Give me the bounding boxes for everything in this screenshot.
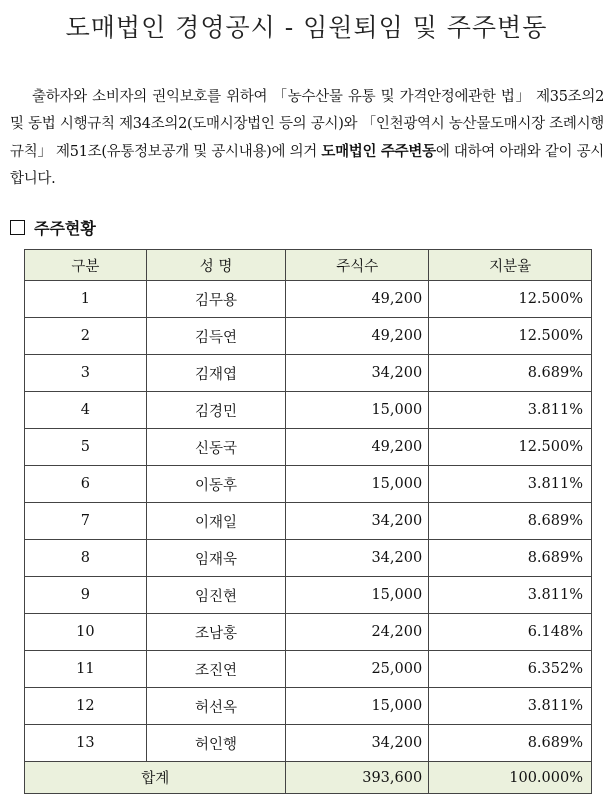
cell-name: 조진연 (146, 651, 286, 688)
cell-shares: 49,200 (286, 429, 429, 466)
table-row (25, 651, 592, 688)
cell-no: 10 (25, 614, 147, 651)
cell-name: 김경민 (146, 392, 286, 429)
cell-shares: 15,000 (286, 392, 429, 429)
cell-name: 김득연 (146, 318, 286, 355)
page-title: 도매법인 경영공시 - 임원퇴임 및 주주변동 (65, 13, 548, 42)
cell-shares: 15,000 (286, 577, 429, 614)
table-row (25, 688, 592, 725)
cell-ratio: 12.500% (429, 429, 592, 466)
checkbox-icon (10, 220, 25, 235)
cell-no: 13 (25, 725, 147, 762)
cell-ratio: 8.689% (429, 503, 592, 540)
table-total-row (25, 762, 592, 794)
cell-no: 3 (25, 355, 147, 392)
table-row (25, 318, 592, 355)
intro-text-1: 출하자와 소비자의 권익보호를 위하여 「농수산물 유통 및 가격안정에관한 법」 제35조의2 및 동법 시행규칙 제34조의2(도매시장법인 등의 공시)와 「인천광역시 농산물도매시장 조례시행규칙」 제51조(유통정보공개 및 공시내용)에 의거 (10, 89, 604, 160)
cell-ratio: 8.689% (429, 725, 592, 762)
table-row (25, 392, 592, 429)
cell-shares: 49,200 (286, 318, 429, 355)
table-row (25, 577, 592, 614)
section-heading (10, 214, 96, 240)
total-ratio: 100.000% (429, 762, 592, 794)
header-no: 구분 (25, 250, 147, 281)
cell-ratio: 8.689% (429, 540, 592, 577)
cell-ratio: 6.352% (429, 651, 592, 688)
cell-ratio: 3.811% (429, 466, 592, 503)
cell-shares: 15,000 (286, 466, 429, 503)
cell-no: 12 (25, 688, 147, 725)
cell-no: 9 (25, 577, 147, 614)
cell-ratio: 3.811% (429, 688, 592, 725)
header-shares: 주식수 (286, 250, 429, 281)
cell-name: 김재엽 (146, 355, 286, 392)
total-shares: 393,600 (286, 762, 429, 794)
cell-name: 임진현 (146, 577, 286, 614)
cell-ratio: 12.500% (429, 318, 592, 355)
cell-shares: 34,200 (286, 725, 429, 762)
intro-text-2: 에 대하여 아래와 같이 공시합니다. (10, 144, 605, 187)
cell-name: 이동후 (146, 466, 286, 503)
cell-no: 1 (25, 281, 147, 318)
total-label: 합계 (25, 762, 286, 794)
cell-name: 이재일 (146, 503, 286, 540)
cell-no: 11 (25, 651, 147, 688)
cell-ratio: 12.500% (429, 281, 592, 318)
table-row (25, 466, 592, 503)
table-row (25, 503, 592, 540)
cell-name: 김무용 (146, 281, 286, 318)
header-name: 성 명 (146, 250, 286, 281)
cell-name: 신동국 (146, 429, 286, 466)
cell-ratio: 6.148% (429, 614, 592, 651)
cell-ratio: 3.811% (429, 392, 592, 429)
shareholder-table (24, 249, 592, 794)
cell-shares: 24,200 (286, 614, 429, 651)
table-row (25, 281, 592, 318)
table-row (25, 355, 592, 392)
cell-shares: 34,200 (286, 503, 429, 540)
section-title: 주주현황 (34, 218, 96, 238)
cell-shares: 49,200 (286, 281, 429, 318)
cell-no: 5 (25, 429, 147, 466)
cell-no: 4 (25, 392, 147, 429)
cell-no: 6 (25, 466, 147, 503)
cell-ratio: 3.811% (429, 577, 592, 614)
intro-paragraph (10, 84, 604, 193)
table-row (25, 614, 592, 651)
cell-name: 임재욱 (146, 540, 286, 577)
cell-no: 2 (25, 318, 147, 355)
table-row (25, 429, 592, 466)
cell-shares: 15,000 (286, 688, 429, 725)
cell-no: 8 (25, 540, 147, 577)
cell-name: 허인행 (146, 725, 286, 762)
table-row (25, 540, 592, 577)
cell-shares: 34,200 (286, 540, 429, 577)
cell-name: 조남홍 (146, 614, 286, 651)
cell-ratio: 8.689% (429, 355, 592, 392)
cell-shares: 34,200 (286, 355, 429, 392)
cell-no: 7 (25, 503, 147, 540)
cell-shares: 25,000 (286, 651, 429, 688)
table-row (25, 725, 592, 762)
intro-text-bold: 도매법인 주주변동 (321, 143, 436, 160)
cell-name: 허선옥 (146, 688, 286, 725)
header-ratio: 지분율 (429, 250, 592, 281)
table-header-row (25, 250, 592, 281)
